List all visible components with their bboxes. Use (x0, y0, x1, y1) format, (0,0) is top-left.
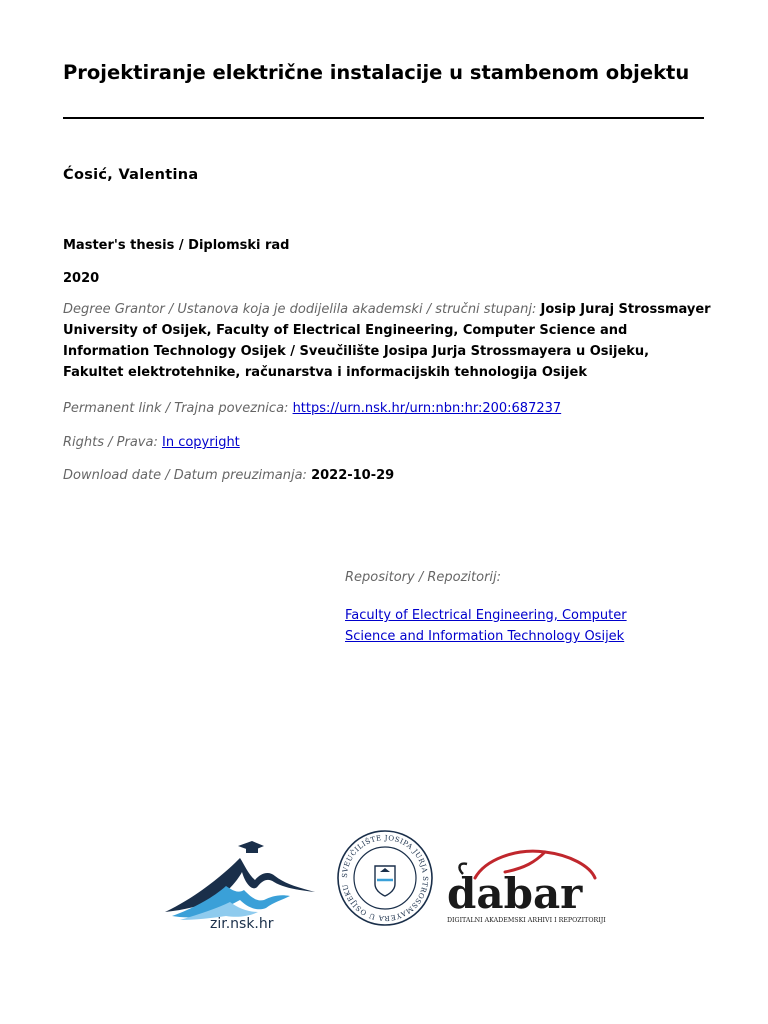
title-divider (63, 117, 704, 119)
repository-label: Repository / Repozitorij: (345, 570, 502, 585)
grantor-label: Degree Grantor / Ustanova koja je dodijelila akademski / stručni stupanj: (63, 302, 537, 317)
dabar-subtitle: DIGITALNI AKADEMSKI ARHIVI I REPOZITORIJI (447, 917, 606, 924)
author-name: Ćosić, Valentina (63, 167, 199, 183)
seal-inner-ring (354, 847, 416, 909)
thesis-year: 2020 (63, 271, 100, 286)
document-title: Projektiranje električne instalacije u stambenom objektu (63, 61, 690, 84)
graduation-cap-base (246, 847, 258, 853)
seal-ring-text: SVEUČILIŠTE JOSIPA JURJA STROSSMAYERA U OSIJEKU (340, 833, 430, 923)
dabar-wordmark: dabar (447, 869, 583, 918)
seal-outer-ring (338, 831, 432, 925)
permanent-link-row (63, 398, 561, 419)
download-label: Download date / Datum preuzimanja: (63, 468, 307, 483)
download-date-row (63, 465, 394, 486)
zir-logo-text: zir.nsk.hr (210, 916, 274, 930)
zir-logo[interactable] (160, 830, 320, 930)
zir-mountain-dark (165, 858, 315, 912)
university-seal-logo[interactable] (335, 828, 435, 928)
degree-grantor (63, 299, 713, 383)
dabar-logo[interactable] (445, 840, 610, 930)
repository-link[interactable]: Faculty of Electrical Engineering, Computer Science and Information Technology Osijek (345, 608, 627, 644)
rights-row (63, 432, 240, 453)
permalink-label: Permanent link / Trajna poveznica: (63, 401, 289, 416)
thesis-type: Master's thesis / Diplomski rad (63, 238, 290, 253)
rights-label: Rights / Prava: (63, 435, 158, 450)
permalink-url[interactable]: https://urn.nsk.hr/urn:nbn:hr:200:687237 (292, 401, 562, 416)
grantor-value: Josip Juraj Strossmayer University of Osijek, Faculty of Electrical Engineering, Computer Science and Information Technology Osijek / Sveučilište Josipa Jurja Strossmayera u Osijeku, Fakultet elektrotehnike, računarstva i informacijskih tehnologija Osijek (63, 302, 711, 380)
seal-crown (380, 868, 390, 872)
download-date: 2022-10-29 (311, 468, 395, 483)
rights-link[interactable]: In copyright (161, 435, 240, 450)
